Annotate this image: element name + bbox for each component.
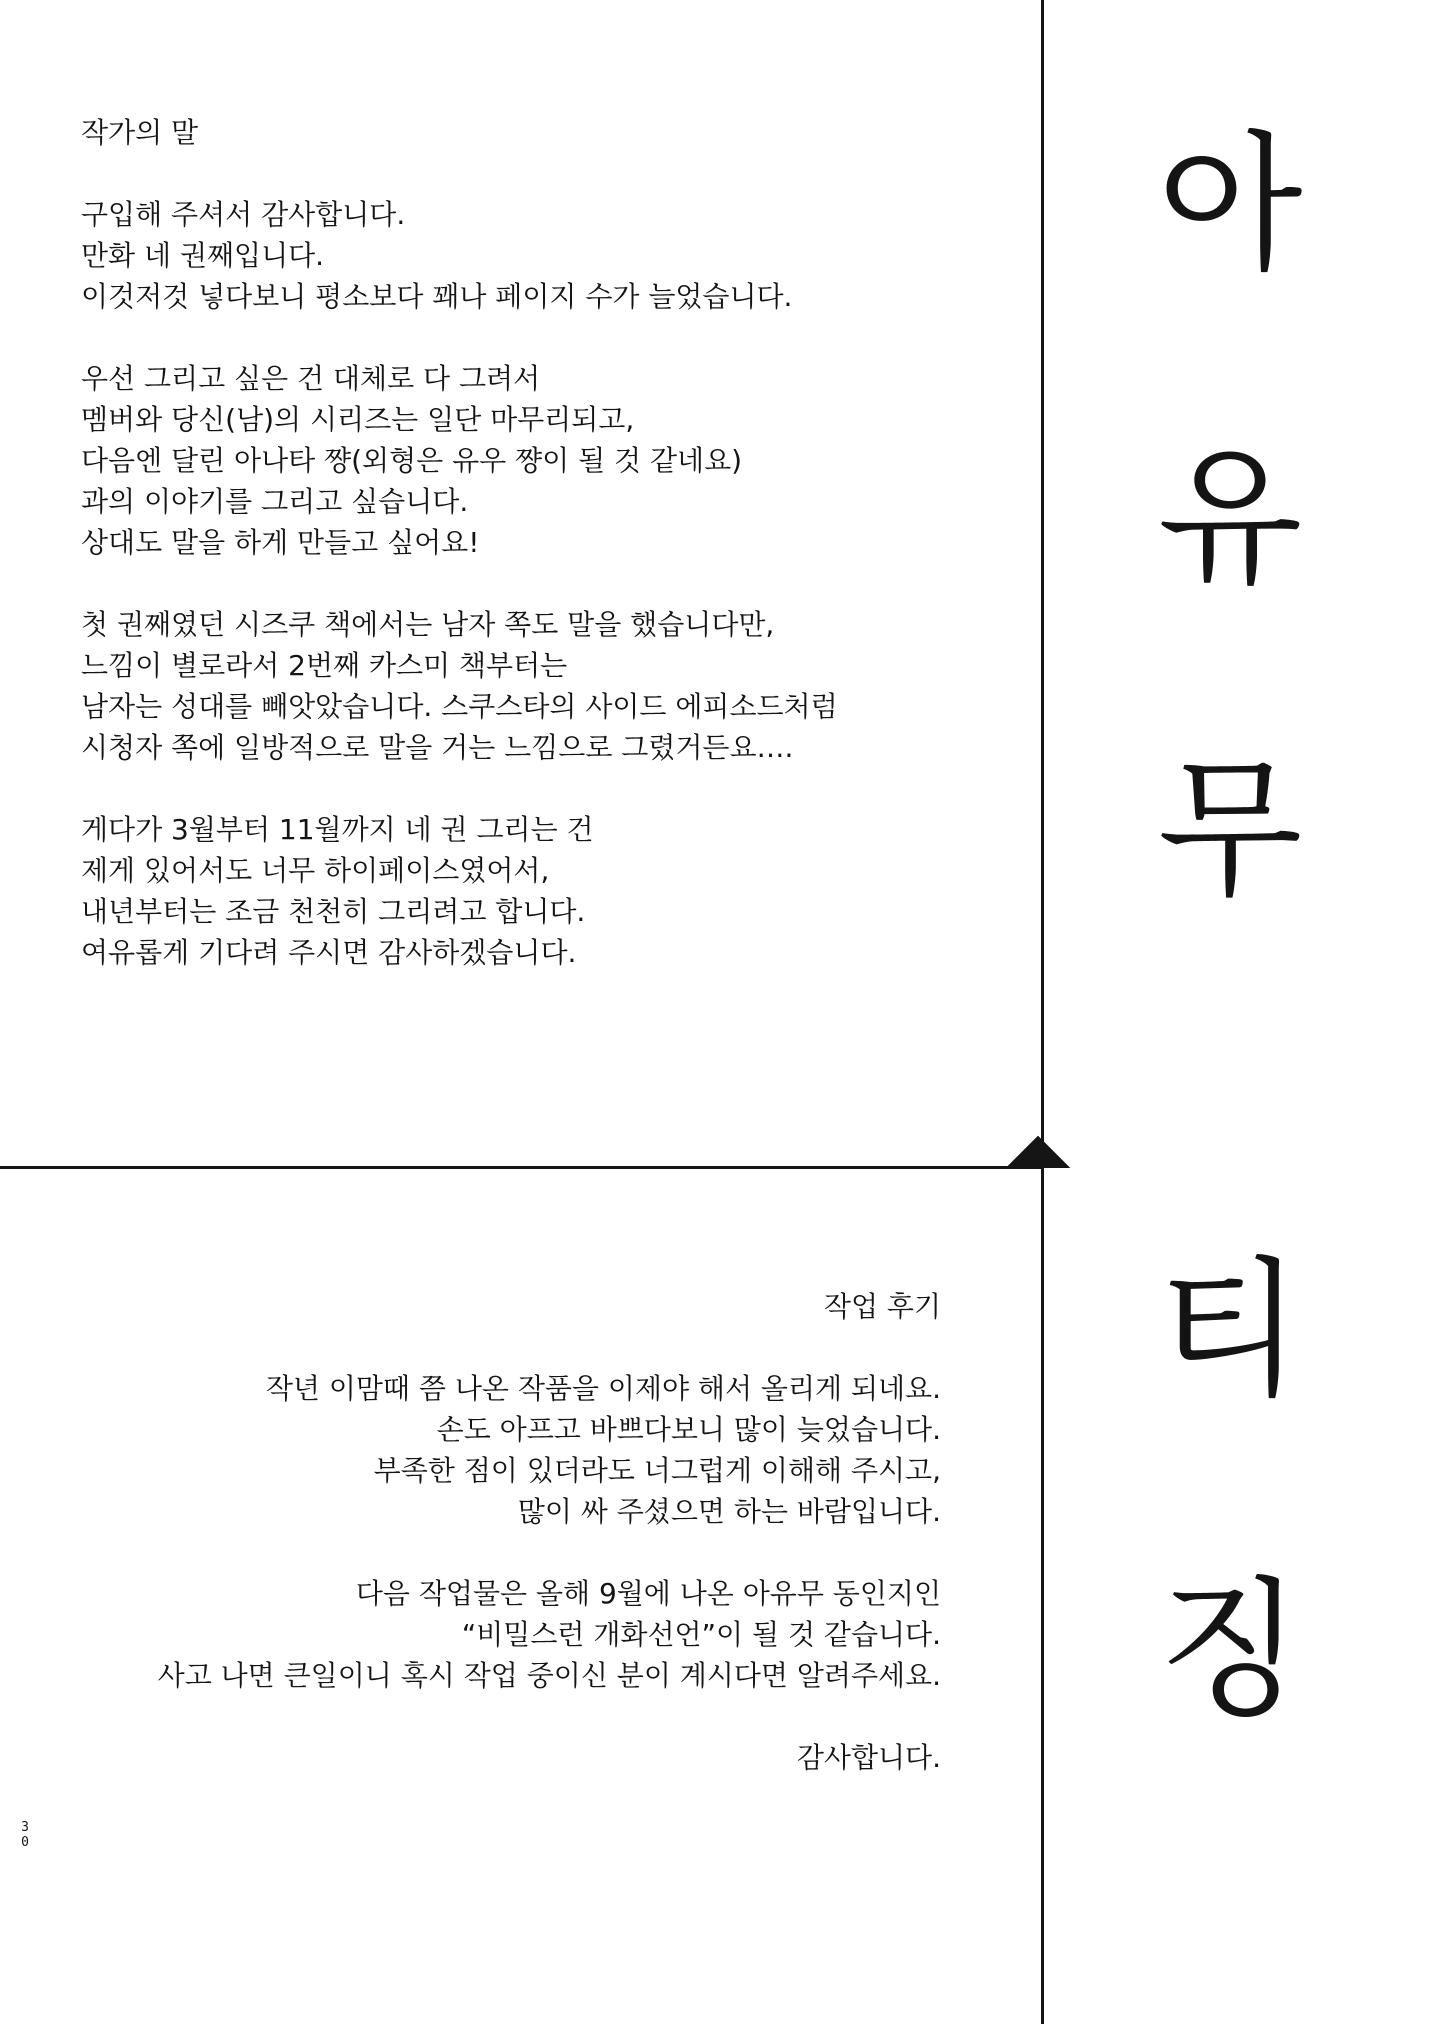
author-note-line: 만화 네 권째입니다. bbox=[81, 239, 325, 272]
afterword-line: “비밀스런 개화선언”이 될 것 같습니다. bbox=[461, 1618, 941, 1651]
page-number-digit: 0 bbox=[21, 1835, 29, 1850]
horizontal-divider bbox=[0, 1166, 1041, 1169]
author-note-line: 시청자 쪽에 일방적으로 말을 거는 느낌으로 그렸거든요…. bbox=[81, 731, 794, 764]
author-note-line: 우선 그리고 싶은 건 대체로 다 그려서 bbox=[81, 362, 541, 395]
afterword bbox=[41, 1286, 941, 1778]
afterword-closing: 감사합니다. bbox=[796, 1741, 941, 1774]
vertical-title-char: 티 bbox=[1157, 1244, 1303, 1418]
author-note-line: 남자는 성대를 빼앗았습니다. 스쿠스타의 사이드 에피소드처럼 bbox=[81, 690, 838, 723]
afterword-line: 다음 작업물은 올해 9월에 나온 아유무 동인지인 bbox=[355, 1577, 941, 1610]
author-note-line: 제게 있어서도 너무 하이페이스였어서, bbox=[81, 854, 550, 887]
vertical-divider bbox=[1041, 0, 1044, 2024]
page-number-digit: 3 bbox=[21, 1820, 29, 1835]
author-note-line: 구입해 주셔서 감사합니다. bbox=[81, 198, 406, 231]
author-note-line: 게다가 3월부터 11월까지 네 권 그리는 건 bbox=[81, 813, 594, 846]
afterword-line: 많이 싸 주셨으면 하는 바람입니다. bbox=[517, 1495, 941, 1528]
author-note-line: 내년부터는 조금 천천히 그리려고 합니다. bbox=[81, 895, 586, 928]
vertical-title-char: 징 bbox=[1157, 1564, 1303, 1738]
author-note bbox=[81, 112, 1021, 973]
author-note-line: 다음엔 달린 아나타 쨩(외형은 유우 쨩이 될 것 같네요) bbox=[81, 444, 743, 477]
afterword-line: 사고 나면 큰일이니 혹시 작업 중이신 분이 계시다면 알려주세요. bbox=[157, 1659, 941, 1692]
author-note-line: 여유롭게 기다려 주시면 감사하겠습니다. bbox=[81, 936, 577, 969]
author-note-line: 멤버와 당신(남)의 시리즈는 일단 마무리되고, bbox=[81, 403, 635, 436]
divider-arrow-marker bbox=[1005, 1135, 1070, 1200]
page-number bbox=[19, 1820, 31, 1850]
author-note-heading: 작가의 말 bbox=[81, 116, 199, 149]
afterword-line: 작년 이맘때 쯤 나온 작품을 이제야 해서 올리게 되네요. bbox=[265, 1372, 941, 1405]
author-note-line: 첫 권째였던 시즈쿠 책에서는 남자 쪽도 말을 했습니다만, bbox=[81, 608, 775, 641]
author-note-line: 이것저것 넣다보니 평소보다 꽤나 페이지 수가 늘었습니다. bbox=[81, 280, 793, 313]
vertical-title-char: 유 bbox=[1157, 432, 1303, 606]
vertical-title bbox=[1130, 118, 1330, 1738]
author-note-line: 상대도 말을 하게 만들고 싶어요! bbox=[81, 526, 480, 559]
author-note-line: 느낌이 별로라서 2번째 카스미 책부터는 bbox=[81, 649, 568, 682]
afterword-line: 손도 아프고 바쁘다보니 많이 늦었습니다. bbox=[436, 1413, 941, 1446]
afterword-heading: 작업 후기 bbox=[823, 1290, 941, 1323]
vertical-title-char: 아 bbox=[1157, 118, 1303, 292]
vertical-title-char: 무 bbox=[1157, 744, 1303, 918]
author-note-line: 과의 이야기를 그리고 싶습니다. bbox=[81, 485, 469, 518]
afterword-line: 부족한 점이 있더라도 너그럽게 이해해 주시고, bbox=[373, 1454, 941, 1487]
